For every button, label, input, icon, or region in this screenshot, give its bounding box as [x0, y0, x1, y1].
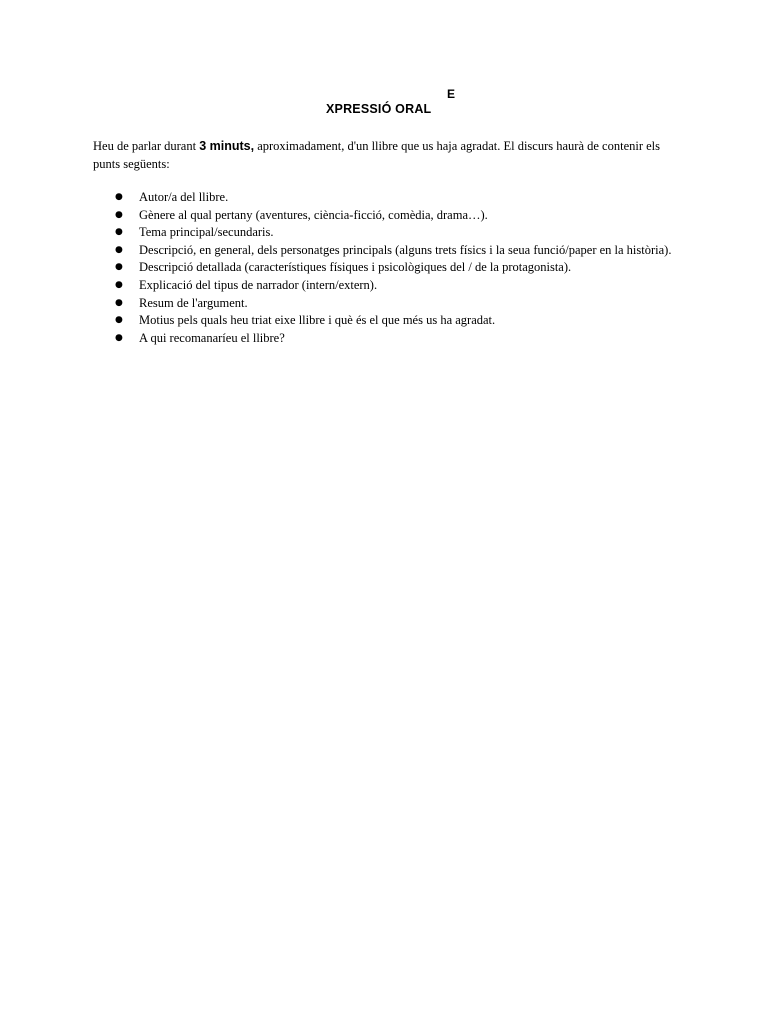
list-item: [115, 207, 675, 225]
intro-text-after: aproximadament, d'un llibre que us haja agradat. El discurs haurà de contenir els punts següents:: [93, 139, 661, 171]
intro-emphasis: 3 minuts,: [199, 139, 255, 153]
intro-paragraph: [93, 137, 679, 173]
bullet-icon: ●: [115, 262, 123, 273]
intro-text-before: Heu de parlar durant: [93, 139, 200, 153]
list-item-text: A qui recomanaríeu el llibre?: [139, 330, 285, 345]
list-item-text: Descripció detallada (característiques físiques i psicològiques del / de la protagonista).: [139, 260, 572, 275]
bullet-icon: ●: [115, 209, 123, 220]
bullet-icon: ●: [115, 297, 123, 308]
list-item: [115, 189, 675, 207]
list-item-text: Motius pels quals heu triat eixe llibre i què és el que més us ha agradat.: [139, 313, 496, 328]
list-item-text: Resum de l'argument.: [139, 295, 248, 310]
list-item: [115, 259, 675, 277]
list-item-text: Tema principal/secundaris.: [139, 225, 274, 240]
list-item: [115, 295, 675, 313]
bullet-icon: ●: [115, 227, 123, 238]
points-list: [115, 189, 675, 347]
list-item: [115, 277, 675, 295]
list-item: [115, 242, 675, 260]
bullet-icon: ●: [115, 192, 123, 202]
list-item-text: Autor/a del llibre.: [139, 190, 229, 204]
bullet-icon: ●: [115, 315, 123, 326]
list-item: [115, 312, 675, 330]
bullet-icon: ●: [115, 332, 123, 343]
bullet-icon: ●: [115, 244, 123, 255]
title-dropcap: E: [447, 87, 456, 101]
list-item-text: Explicació del tipus de narrador (intern/extern).: [139, 277, 378, 292]
bullet-icon: ●: [115, 279, 123, 290]
list-item-text: Descripció, en general, dels personatges principals (alguns trets físics i la seua funció/paper en la història).: [139, 242, 672, 257]
list-item-text: Gènere al qual pertany (aventures, ciència-ficció, comèdia, drama…).: [139, 207, 488, 222]
list-item: [115, 224, 675, 242]
document-title: XPRESSIÓ ORAL: [326, 102, 432, 116]
list-item: [115, 330, 675, 348]
